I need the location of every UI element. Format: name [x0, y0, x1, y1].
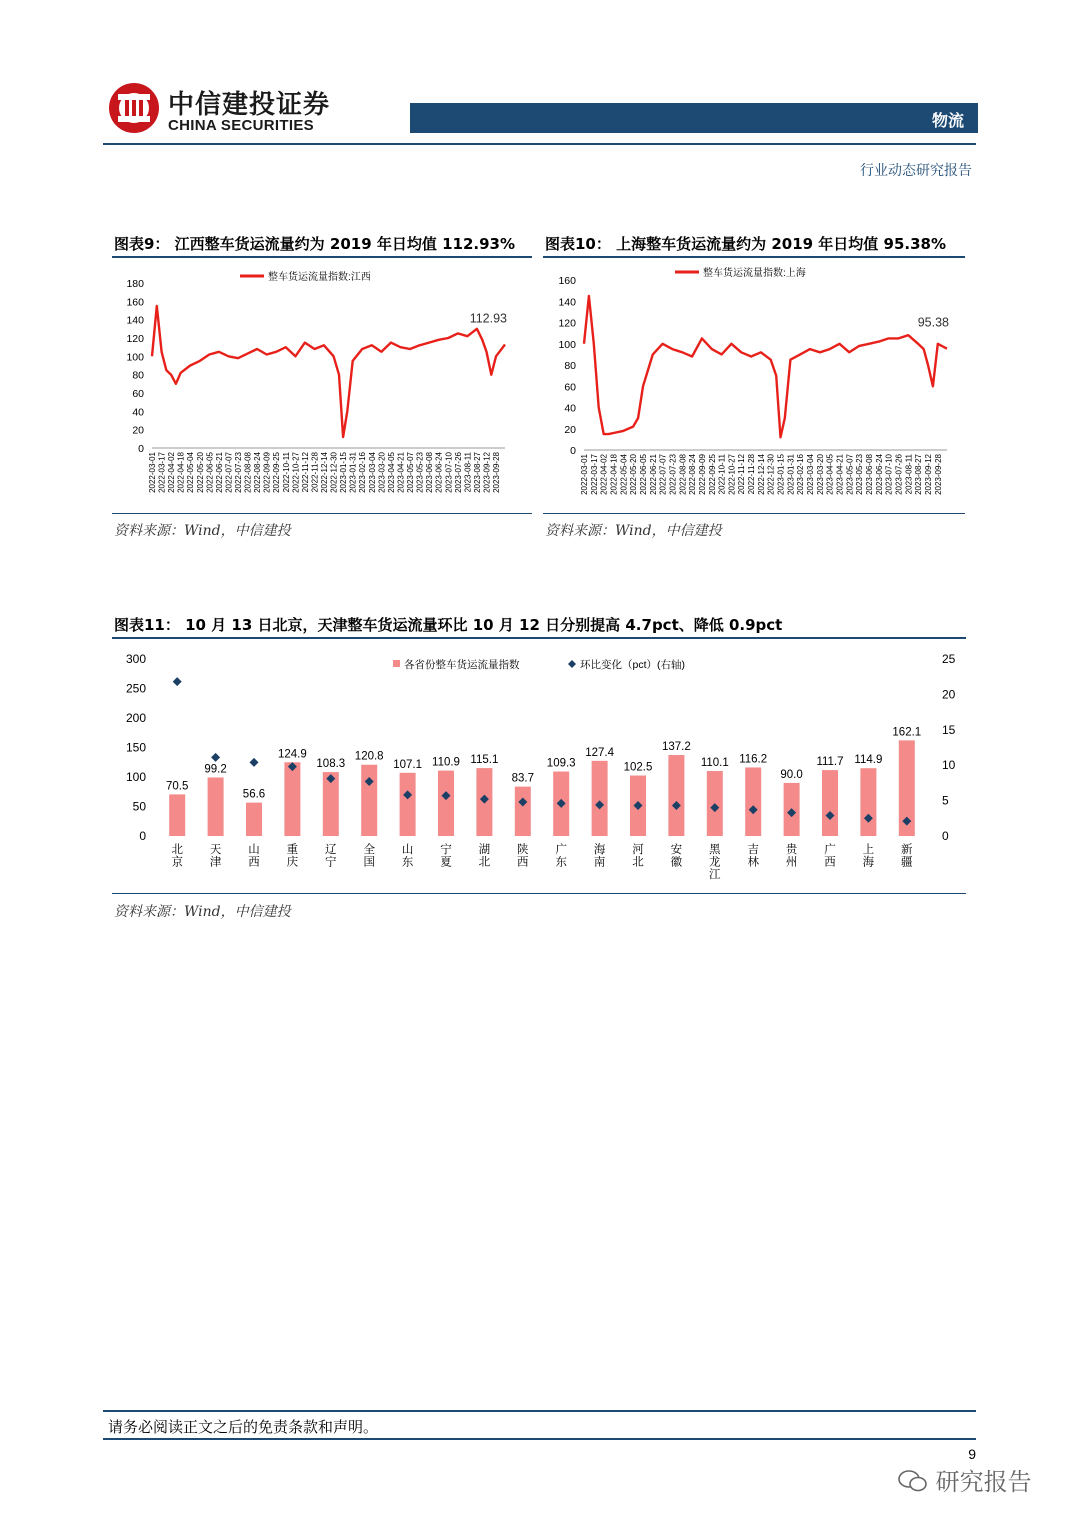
- figure-10-chart: [543, 260, 965, 512]
- x-tick-label: 2022-06-05: [205, 452, 215, 493]
- x-tick-label: 2023-09-28: [492, 452, 502, 493]
- category-label: 东: [401, 856, 414, 869]
- x-tick-label: 2022-08-24: [253, 452, 263, 493]
- change-marker: [211, 753, 220, 762]
- y2-tick-label: 0: [942, 829, 949, 843]
- wechat-icon: [898, 1469, 928, 1493]
- footer-top-rule: [103, 1410, 976, 1412]
- watermark-text: 研究报告: [935, 1468, 1032, 1496]
- bar-value-label: 110.9: [432, 756, 460, 769]
- category-label: 陕: [517, 844, 529, 856]
- category-label: 林: [747, 856, 759, 869]
- report-type: 行业动态研究报告: [860, 163, 972, 179]
- category-label: 东: [555, 856, 567, 869]
- x-tick-label: 2022-09-25: [272, 452, 282, 493]
- x-tick-label: 2022-09-09: [697, 454, 707, 495]
- category-label: 北: [478, 856, 491, 869]
- category-label: 北: [171, 844, 183, 856]
- x-tick-label: 2023-05-23: [415, 452, 425, 493]
- bar: [860, 768, 876, 836]
- bar-value-label: 111.7: [816, 756, 844, 769]
- x-tick-label: 2022-07-07: [658, 454, 668, 495]
- category-label: 广: [555, 844, 567, 856]
- x-tick-label: 2022-12-30: [329, 452, 339, 493]
- figure-10-source: 资料来源：Wind，中信建投: [545, 523, 722, 539]
- x-tick-label: 2022-07-23: [234, 452, 244, 493]
- bar: [515, 787, 531, 836]
- bar: [246, 803, 262, 836]
- bar-value-label: 99.2: [204, 763, 227, 776]
- x-tick-label: 2023-05-07: [845, 454, 855, 495]
- x-tick-label: 2023-04-21: [835, 454, 845, 495]
- category-label: 江: [709, 869, 721, 881]
- figure-9-source: 资料来源：Wind，中信建投: [114, 523, 291, 539]
- category-label: 海: [862, 856, 875, 869]
- bar: [284, 762, 300, 836]
- figure-11-source: 资料来源：Wind，中信建投: [114, 904, 291, 920]
- y-tick-label: 100: [558, 338, 576, 351]
- x-tick-label: 2022-10-11: [717, 454, 727, 495]
- last-value-label: 112.93: [469, 311, 507, 326]
- x-tick-label: 2022-03-17: [157, 452, 167, 493]
- category-label: 宁: [325, 856, 337, 869]
- bar-value-label: 102.5: [623, 761, 653, 774]
- bar-value-label: 83.7: [511, 772, 534, 785]
- x-tick-label: 2023-07-26: [453, 452, 463, 493]
- x-tick-label: 2023-06-24: [434, 452, 444, 493]
- x-tick-label: 2022-04-18: [609, 454, 619, 495]
- y-tick-label: 40: [564, 402, 576, 415]
- category-label: 疆: [901, 856, 913, 869]
- category-label: 上: [862, 844, 875, 856]
- x-tick-label: 2023-02-16: [358, 452, 368, 493]
- x-tick-label: 2022-03-01: [580, 454, 589, 495]
- x-tick-label: 2023-05-07: [406, 452, 416, 493]
- x-tick-label: 2023-08-11: [463, 452, 473, 493]
- x-tick-label: 2022-04-02: [167, 452, 177, 493]
- bar: [745, 767, 761, 836]
- category-label: 贵: [785, 844, 798, 856]
- figure-9-chart: [112, 260, 532, 512]
- bar: [169, 794, 185, 836]
- bar-value-label: 110.1: [700, 757, 729, 770]
- bar: [822, 770, 838, 836]
- y-tick-label: 80: [564, 360, 576, 372]
- category-label: 全: [363, 844, 375, 856]
- y2-tick-label: 15: [942, 722, 956, 737]
- category-label: 吉: [747, 844, 759, 856]
- x-tick-label: 2023-01-15: [776, 454, 786, 495]
- category-label: 山: [401, 844, 414, 856]
- x-tick-label: 2023-01-31: [786, 454, 796, 495]
- x-tick-label: 2022-10-27: [727, 454, 737, 495]
- y-tick-label: 180: [126, 278, 144, 290]
- bar-value-label: 115.1: [470, 754, 499, 767]
- x-tick-label: 2023-02-16: [796, 454, 806, 495]
- y-tick-label: 80: [132, 369, 144, 382]
- bar: [208, 777, 224, 836]
- figure-9-bottom-rule: [112, 513, 532, 514]
- y-tick-label: 120: [558, 317, 576, 330]
- x-tick-label: 2023-05-23: [855, 454, 865, 495]
- figure-11-title: 图表11： 10 月 13 日北京，天津整车货运流量环比 10 月 12 日分别提高 4.7pct、降低 0.9pct: [114, 616, 783, 634]
- category-label: 新: [901, 844, 913, 856]
- figure-10-bottom-rule: [543, 513, 965, 514]
- x-tick-label: 2022-12-14: [756, 454, 766, 495]
- category-label: 西: [248, 856, 260, 869]
- x-tick-label: 2022-11-28: [310, 452, 320, 493]
- figure-9-title: 图表9： 江西整车货运流量约为 2019 年日均值 112.93%: [114, 235, 515, 253]
- bar-value-label: 124.9: [278, 748, 307, 761]
- x-tick-label: 2022-10-11: [281, 452, 291, 493]
- x-tick-label: 2022-05-20: [629, 454, 639, 495]
- x-tick-label: 2022-06-21: [648, 454, 658, 495]
- bar-value-label: 107.1: [393, 758, 422, 771]
- bar: [400, 773, 416, 836]
- x-tick-label: 2022-03-01: [148, 452, 157, 493]
- category-label: 重: [286, 844, 299, 856]
- category-label: 西: [517, 856, 529, 869]
- category-label: 黑: [709, 844, 721, 856]
- page-number: 9: [968, 1446, 976, 1462]
- watermark: [898, 1462, 1032, 1497]
- logo-chinese-text: 中信建投证券: [168, 90, 331, 120]
- last-value-label: 95.38: [917, 315, 949, 330]
- bar-value-label: 162.1: [892, 726, 922, 739]
- x-tick-label: 2023-06-08: [425, 452, 435, 493]
- x-tick-label: 2022-04-02: [599, 454, 609, 495]
- category-label: 徽: [670, 856, 683, 869]
- y-tick-label: 60: [564, 381, 576, 394]
- y-tick-label: 0: [138, 443, 144, 455]
- y2-tick-label: 10: [942, 758, 956, 773]
- x-tick-label: 2022-10-27: [291, 452, 301, 493]
- bar-value-label: 56.6: [242, 788, 266, 801]
- x-tick-label: 2022-12-30: [766, 454, 776, 495]
- x-tick-label: 2023-04-21: [396, 452, 406, 493]
- category-label: 天: [209, 844, 222, 856]
- category-label: 湖: [478, 844, 491, 856]
- y-tick-label: 40: [132, 406, 144, 419]
- bar: [361, 765, 377, 836]
- x-tick-label: 2023-06-24: [874, 454, 884, 495]
- bar: [438, 771, 454, 836]
- x-tick-label: 2022-08-08: [243, 452, 253, 493]
- legend-label-markers: 环比变化（pct）(右轴): [580, 659, 685, 671]
- figure-9-top-rule: [112, 256, 532, 258]
- figure-10-top-rule: [543, 256, 965, 258]
- bar-value-label: 120.8: [354, 750, 384, 763]
- x-tick-label: 2022-11-12: [300, 452, 310, 493]
- bar: [668, 755, 684, 836]
- y-tick-label: 160: [126, 296, 144, 309]
- y-tick-label: 300: [125, 652, 146, 666]
- y-tick-label: 150: [125, 740, 146, 755]
- footer-bottom-rule: [103, 1438, 976, 1440]
- category-label: 南: [593, 856, 606, 869]
- figure-11-chart: [112, 641, 966, 891]
- y-tick-label: 0: [570, 445, 576, 457]
- bar-value-label: 137.2: [662, 741, 691, 754]
- legend-swatch-bars: [393, 660, 400, 667]
- legend-swatch-markers: [568, 660, 576, 668]
- change-marker: [173, 677, 182, 686]
- x-tick-label: 2023-08-27: [914, 454, 924, 495]
- x-tick-label: 2023-03-04: [367, 452, 377, 493]
- category-label: 夏: [440, 856, 452, 869]
- y-tick-label: 0: [139, 829, 146, 843]
- category-label: 物流: [931, 111, 964, 130]
- y2-tick-label: 5: [942, 793, 949, 808]
- y-tick-label: 20: [132, 424, 144, 437]
- logo-english-text: CHINA SECURITIES: [168, 117, 314, 134]
- x-tick-label: 2023-09-12: [923, 454, 933, 495]
- y-tick-label: 120: [126, 333, 144, 345]
- y-tick-label: 200: [125, 711, 146, 725]
- x-tick-label: 2022-07-07: [224, 452, 234, 493]
- category-label: 安: [670, 844, 683, 856]
- y-tick-label: 100: [125, 770, 146, 784]
- bar-value-label: 116.2: [739, 753, 768, 766]
- x-tick-label: 2023-08-27: [472, 452, 482, 493]
- x-tick-label: 2023-08-11: [904, 454, 914, 495]
- x-tick-label: 2022-05-20: [195, 452, 205, 493]
- category-label: 河: [632, 844, 644, 856]
- x-tick-label: 2022-12-14: [320, 452, 330, 493]
- y-tick-label: 160: [558, 275, 576, 287]
- y-tick-label: 100: [126, 351, 144, 364]
- figure-11-top-rule: [112, 637, 966, 639]
- x-tick-label: 2022-09-09: [262, 452, 272, 493]
- x-tick-label: 2022-08-08: [678, 454, 688, 495]
- x-tick-label: 2023-07-10: [444, 452, 454, 493]
- series-line: [584, 296, 947, 437]
- category-label: 海: [593, 844, 606, 856]
- legend-label: 整车货运流量指数:江西: [268, 272, 371, 283]
- x-tick-label: 2023-03-20: [377, 452, 387, 493]
- x-tick-label: 2022-05-04: [186, 452, 196, 493]
- legend-label: 整车货运流量指数:上海: [703, 268, 806, 279]
- header-divider: [103, 143, 976, 145]
- bar-value-label: 90.0: [780, 768, 803, 781]
- y-tick-label: 250: [125, 681, 146, 696]
- category-label: 北: [632, 856, 644, 869]
- x-tick-label: 2023-07-10: [884, 454, 894, 495]
- category-label: 津: [209, 856, 222, 869]
- x-tick-label: 2023-04-05: [386, 452, 396, 493]
- legend-label-bars: 各省份整车货运流量指数: [404, 659, 520, 671]
- x-tick-label: 2022-11-28: [747, 454, 757, 495]
- bar-value-label: 127.4: [585, 746, 614, 759]
- x-tick-label: 2022-04-18: [176, 452, 186, 493]
- x-tick-label: 2022-03-17: [589, 454, 599, 495]
- x-tick-label: 2023-01-15: [339, 452, 349, 493]
- disclaimer-text: 请务必阅读正文之后的免责条款和声明。: [108, 1418, 379, 1436]
- category-label: 庆: [286, 856, 299, 869]
- citic-logo-icon: [108, 82, 160, 134]
- category-label: 西: [824, 856, 836, 869]
- category-banner: [410, 103, 978, 133]
- x-tick-label: 2022-11-12: [737, 454, 747, 495]
- category-label: 京: [171, 856, 183, 869]
- category-label: 州: [785, 856, 798, 869]
- bar-value-label: 109.3: [546, 757, 576, 770]
- y-tick-label: 140: [126, 314, 144, 327]
- y-tick-label: 50: [132, 799, 146, 814]
- y-tick-label: 60: [132, 388, 144, 400]
- x-tick-label: 2023-09-28: [933, 454, 943, 495]
- x-tick-label: 2022-07-23: [668, 454, 678, 495]
- bar-value-label: 70.5: [166, 780, 189, 793]
- y2-tick-label: 20: [942, 687, 956, 702]
- y2-tick-label: 25: [942, 652, 956, 666]
- x-tick-label: 2023-09-12: [482, 452, 492, 493]
- series-line: [152, 306, 505, 437]
- category-label: 龙: [709, 856, 721, 869]
- x-tick-label: 2022-08-24: [688, 454, 698, 495]
- bar-value-label: 114.9: [854, 754, 883, 767]
- y-tick-label: 20: [564, 423, 576, 436]
- x-tick-label: 2023-06-08: [864, 454, 874, 495]
- x-tick-label: 2022-09-25: [707, 454, 717, 495]
- figure-10-title: 图表10： 上海整车货运流量约为 2019 年日均值 95.38%: [545, 235, 946, 253]
- x-tick-label: 2023-03-20: [815, 454, 825, 495]
- x-tick-label: 2022-05-04: [619, 454, 629, 495]
- bar-value-label: 108.3: [316, 758, 346, 771]
- y-tick-label: 140: [558, 296, 576, 309]
- category-label: 国: [363, 856, 375, 869]
- category-label: 广: [824, 844, 836, 856]
- category-label: 山: [248, 844, 260, 856]
- x-tick-label: 2022-06-21: [214, 452, 224, 493]
- x-tick-label: 2023-04-05: [825, 454, 835, 495]
- bar: [592, 761, 608, 836]
- category-label: 辽: [325, 844, 337, 856]
- change-marker: [250, 758, 259, 767]
- x-tick-label: 2023-03-04: [806, 454, 816, 495]
- category-label: 宁: [440, 844, 452, 856]
- x-tick-label: 2023-01-31: [348, 452, 358, 493]
- x-tick-label: 2022-06-05: [638, 454, 648, 495]
- x-tick-label: 2023-07-26: [894, 454, 904, 495]
- figure-11-bottom-rule: [112, 893, 966, 894]
